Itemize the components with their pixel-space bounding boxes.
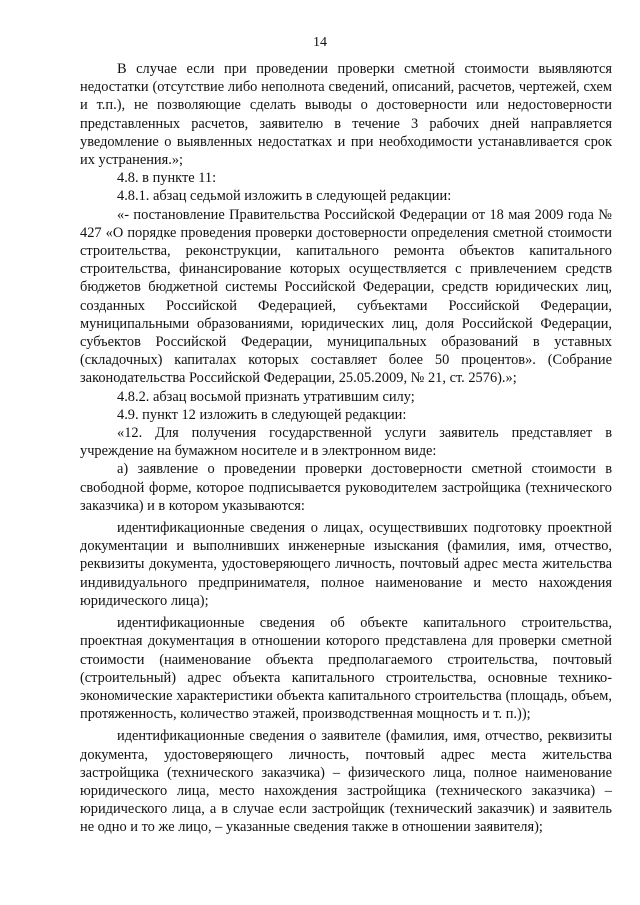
paragraph-item-4-8: 4.8. в пункте 11:: [117, 170, 217, 187]
paragraph-item-4-9: 4.9. пункт 12 изложить в следующей редакции:: [117, 406, 407, 423]
document-body: [80, 60, 612, 837]
page-number: 14: [313, 35, 327, 50]
paragraph-item-4-8-1: 4.8.1. абзац седьмой изложить в следующей редакции:: [117, 188, 452, 205]
paragraph-deficiency-notice: В случае если при проведении проверки сметной стоимости выявляются недостатки (отсутствие либо неполнота сведений, описаний, расчетов, чертежей, схем и т.п.), не позволяющие сделать выводы о достоверности или недостоверности представленных расчетов, заявителю в течение 3 рабочих дней направляется уведомление о выявленных недостатках и при необходимости устанавливается срок их устранения.»;: [80, 61, 612, 169]
paragraph-applicant-info: идентификационные сведения о заявителе (фамилия, имя, отчество, реквизиты документа, удостоверяющего личность, почтовый адрес места жительства застройщика (технического заказчика) – физического лица, полное наименование юридического лица, место нахождения застройщика (технического заказчика) – юридического лица, а в случае если застройщик (технический заказчик) и заявитель не одно и то же лицо, – указанные сведения также в отношении заявителя);: [80, 728, 612, 836]
paragraph-object-info: идентификационные сведения об объекте капитального строительства, проектная документация в отношении которого представлена для проверки сметной стоимости (наименование объекта предполагаемого строительства, почтовый (строительный) адрес объекта капитального строительства, основные технико-экономические характеристики объекта капитального строительства (площадь, объем, протяженность, количество этажей, производственная мощность и т. п.));: [80, 615, 612, 723]
paragraph-designers-info: идентификационные сведения о лицах, осуществивших подготовку проектной документации и выполнивших инженерные изыскания (фамилия, имя, отчество, реквизиты документа, удостоверяющего личность, почтовый адрес места жительства индивидуального предпринимателя, полное наименование и место нахождения юридического лица);: [80, 520, 612, 609]
paragraph-subpoint-a: а) заявление о проведении проверки достоверности сметной стоимости в свободной форме, которое подписывается руководителем застройщика (технического заказчика) и в котором указываются:: [80, 461, 612, 514]
paragraph-item-4-8-2: 4.8.2. абзац восьмой признать утратившим силу;: [117, 388, 415, 405]
paragraph-government-decree: «- постановление Правительства Российской Федерации от 18 мая 2009 года № 427 «О порядке проведения проверки достоверности определения сметной стоимости строительства, реконструкции, капитального ремонта объектов капитального строительства, финансирование которых осуществляется с привлечением средств бюджетов бюджетной системы Российской Федерации, средств юридических лиц, созданных Российской Федерацией, субъектами Российской Федерации, муниципальными образованиями, юридических лиц, доля Российской Федерации, субъектов Российской Федерации, муниципальных образований в уставных (складочных) капиталах которых составляет более 50 процентов». (Собрание законодательства Российской Федерации, 25.05.2009, № 21, ст. 2576).»;: [80, 206, 612, 387]
paragraph-point-12: «12. Для получения государственной услуги заявитель представляет в учреждение на бумажном носителе и в электронном виде:: [80, 425, 612, 460]
